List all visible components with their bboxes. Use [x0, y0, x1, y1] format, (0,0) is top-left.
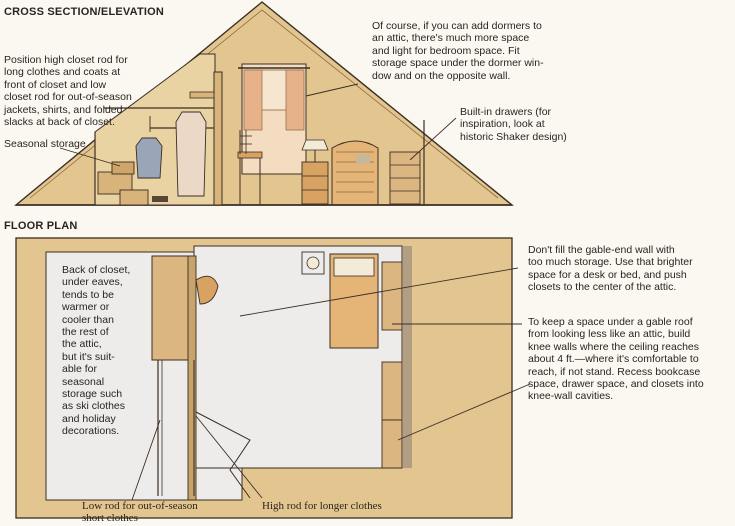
- high-rod-label: High rod for longer clothes: [262, 500, 382, 512]
- knee-wall-note: To keep a space under a gable roof from looking less like an attic, build knee walls where the ceiling reaches about 4 ft.—where it's comfortable to reach, if not stand. Recess bookcase space, drawer space, and closets into knee-wall cavities.: [528, 316, 704, 403]
- nightstand-lamp: [302, 140, 328, 204]
- floor-plan-title: FLOOR PLAN: [4, 220, 78, 232]
- built-in-drawers: [390, 152, 420, 204]
- eaves-note: Back of closet, under eaves, tends to be warmer or cooler than the rest of the attic, but it's suit- able for seasonal storage such as ski clothes and holiday decorations.: [62, 264, 131, 438]
- low-rod-label: Low rod for out-of-season short clothes: [82, 500, 198, 524]
- seasonal-storage-label: Seasonal storage: [4, 138, 86, 150]
- built-in-drawers-note: Built-in drawers (for inspiration, look at historic Shaker design): [460, 106, 567, 143]
- bed: [332, 141, 378, 204]
- dormer-note: Of course, if you can add dormers to an attic, there's much more space and light for bedroom space. Fit storage space under the dormer win- dow and on the opposite wall.: [372, 20, 544, 82]
- closet-rod-note: Position high closet rod for long clothes and coats at front of closet and low closet rod for out-of-season jackets, shirts, and folded slacks at back of closet.: [4, 54, 132, 129]
- gable-end-note: Don't fill the gable-end wall with too much storage. Use that brighter space for a desk or bed, and push closets to the center of the attic.: [528, 244, 693, 294]
- cross-section-title: CROSS SECTION/ELEVATION: [4, 6, 165, 18]
